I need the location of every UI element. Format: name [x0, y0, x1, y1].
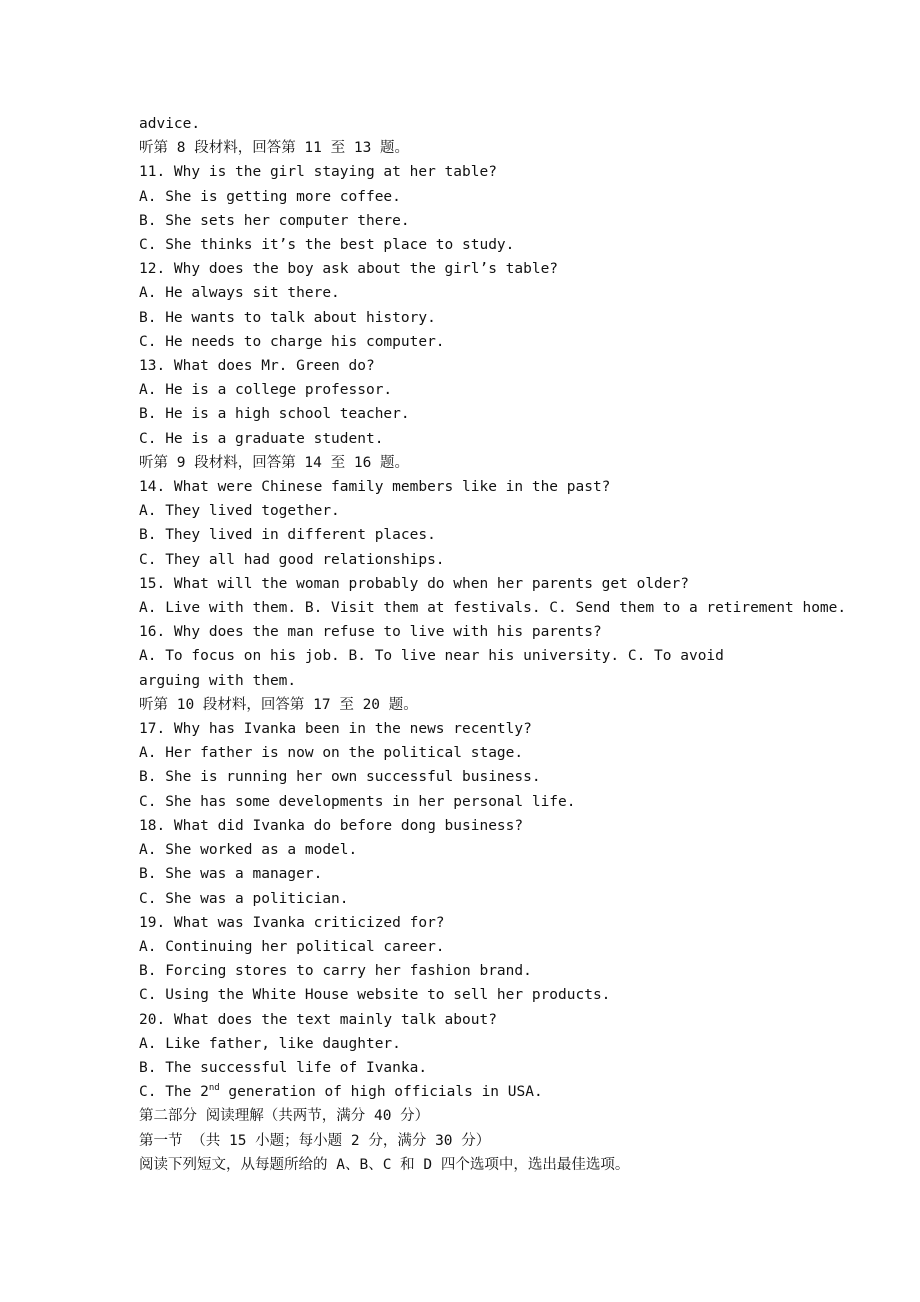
option-20c-after: generation of high officials in USA.: [219, 1084, 543, 1101]
part-heading: 第二部分 阅读理解（共两节，满分 40 分）: [139, 1108, 430, 1125]
option-17c: C. She has some developments in her personal life.: [139, 793, 576, 810]
option-20a: A. Like father, like daughter.: [139, 1035, 401, 1052]
option-18c: C. She was a politician.: [139, 890, 349, 907]
section-heading: 听第 10 段材料，回答第 17 至 20 题。: [139, 696, 418, 713]
question-18: 18. What did Ivanka do before dong business?: [139, 817, 524, 834]
option-14a: A. They lived together.: [139, 503, 340, 520]
instructions: 阅读下列短文，从每题所给的 A、B、C 和 D 四个选项中，选出最佳选项。: [139, 1156, 630, 1173]
option-13c: C. He is a graduate student.: [139, 430, 384, 447]
option-12a: A. He always sit there.: [139, 285, 340, 302]
question-15: 15. What will the woman probably do when her parents get older?: [139, 575, 689, 592]
option-11a: A. She is getting more coffee.: [139, 188, 401, 205]
document-page: [139, 112, 847, 1177]
section-heading: 听第 9 段材料，回答第 14 至 16 题。: [139, 454, 410, 471]
question-20: 20. What does the text mainly talk about?: [139, 1011, 497, 1028]
option-12b: B. He wants to talk about history.: [139, 309, 436, 326]
option-20b: B. The successful life of Ivanka.: [139, 1059, 428, 1076]
option-17b: B. She is running her own successful business.: [139, 769, 541, 786]
option-14b: B. They lived in different places.: [139, 527, 436, 544]
option-18b: B. She was a manager.: [139, 866, 323, 883]
option-13b: B. He is a high school teacher.: [139, 406, 410, 423]
option-19a: A. Continuing her political career.: [139, 938, 445, 955]
option-18a: A. She worked as a model.: [139, 842, 358, 859]
options-15: A. Live with them. B. Visit them at festivals. C. Send them to a retirement home.: [139, 600, 847, 617]
section-heading: 听第 8 段材料，回答第 11 至 13 题。: [139, 140, 410, 157]
option-11b: B. She sets her computer there.: [139, 212, 410, 229]
text-line: advice.: [139, 116, 201, 132]
question-14: 14. What were Chinese family members like in the past?: [139, 479, 611, 496]
option-11c: C. She thinks it’s the best place to study.: [139, 237, 515, 254]
question-13: 13. What does Mr. Green do?: [139, 358, 375, 375]
option-20c-superscript: nd: [208, 1083, 220, 1094]
question-17: 17. Why has Ivanka been in the news recently?: [139, 721, 532, 738]
option-19b: B. Forcing stores to carry her fashion brand.: [139, 963, 532, 980]
option-14c: C. They all had good relationships.: [139, 551, 445, 568]
option-20c: [139, 1080, 789, 1104]
question-11: 11. Why is the girl staying at her table?: [139, 164, 497, 181]
question-16: 16. Why does the man refuse to live with his parents?: [139, 624, 602, 641]
question-19: 19. What was Ivanka criticized for?: [139, 914, 445, 931]
option-12c: C. He needs to charge his computer.: [139, 333, 445, 350]
option-17a: A. Her father is now on the political stage.: [139, 745, 524, 762]
option-20c-before: C. The 2: [139, 1084, 209, 1101]
option-19c: C. Using the White House website to sell her products.: [139, 987, 611, 1004]
question-12: 12. Why does the boy ask about the girl’s table?: [139, 261, 559, 278]
section-heading: 第一节 （共 15 小题；每小题 2 分，满分 30 分）: [139, 1132, 491, 1149]
option-13a: A. He is a college professor.: [139, 382, 393, 399]
options-16: A. To focus on his job. B. To live near his university. C. To avoid arguing with them.: [139, 648, 724, 689]
